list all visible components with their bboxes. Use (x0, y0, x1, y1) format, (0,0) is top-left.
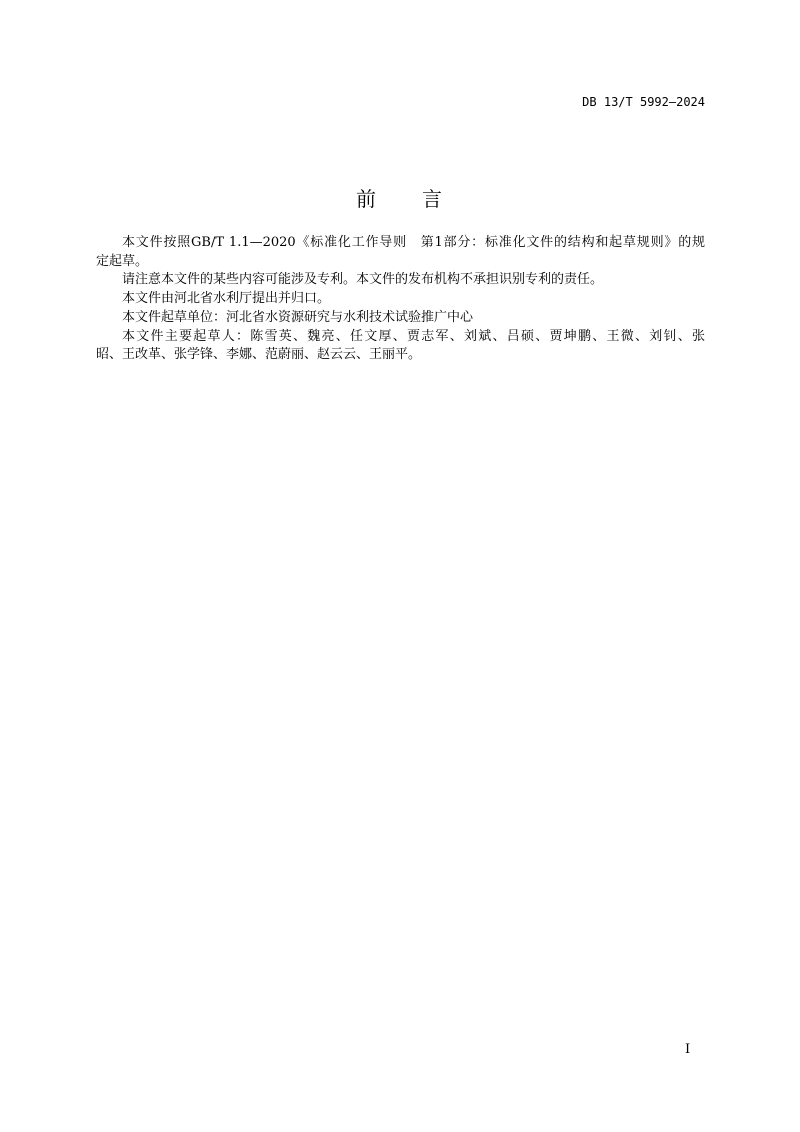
paragraph-line: 定起草。 (96, 253, 149, 269)
page-title: 前 言 (356, 187, 444, 211)
paragraph-line: 本文件主要起草人：陈雪英、魏亮、任文厚、贾志军、刘斌、吕硕、贾坤鹏、王微、刘钊、张 (122, 328, 705, 344)
page-number: I (685, 1042, 691, 1057)
foreword-body (96, 234, 705, 365)
paragraph-line: 本文件按照GB/T 1.1—2020《标准化工作导则 第1部分：标准化文件的结构和起草规则》的规 (122, 235, 705, 250)
paragraph-line: 本文件起草单位：河北省水资源研究与水利技术试验推广中心 (122, 309, 474, 325)
paragraph-line: 请注意本文件的某些内容可能涉及专利。本文件的发布机构不承担识别专利的责任。 (122, 272, 604, 288)
paragraph-line: 本文件由河北省水利厅提出并归口。 (122, 291, 331, 307)
paragraph-line: 昭、王改革、张学锋、李娜、范蔚丽、赵云云、王丽平。 (96, 347, 422, 363)
document-number-header: DB 13/T 5992—2024 (582, 95, 705, 109)
